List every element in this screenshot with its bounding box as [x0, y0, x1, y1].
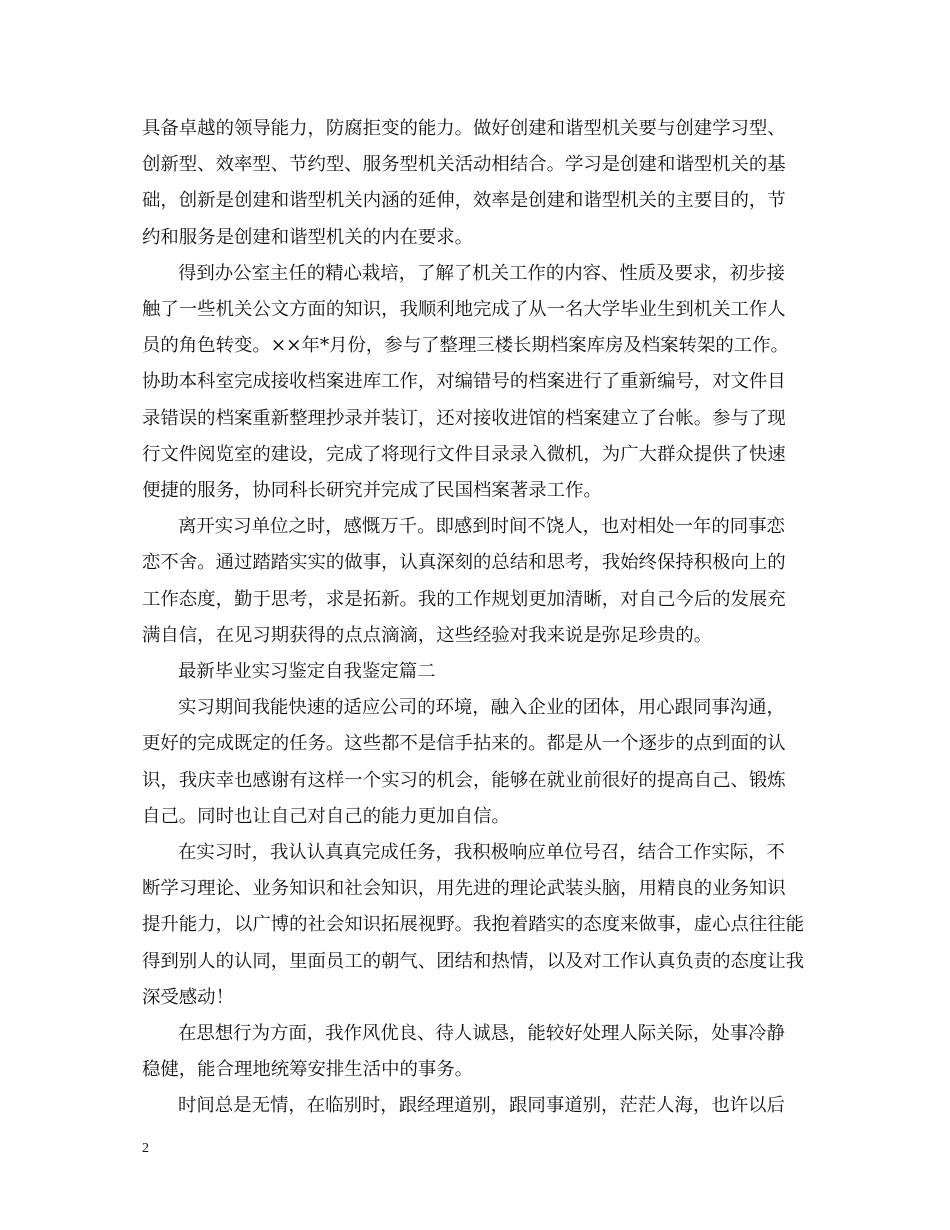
text-line: 断学习理论、业务知识和社会知识，用先进的理论武装头脑，用精良的业务知识 [142, 878, 786, 900]
text-line: 员的角色转变。××年*月份，参与了整理三楼长期档案库房及档案转架的工作。 [142, 335, 789, 357]
text-line: 触了一些机关公文方面的知识，我顺利地完成了从一名大学毕业生到机关工作人 [142, 299, 786, 320]
page-number: 2 [142, 1141, 149, 1156]
paragraph-first-line: 在实习时，我认认真真完成任务，我积极响应单位号召，结合工作实际，不 [178, 842, 785, 863]
text-line: 得到别人的认同，里面员工的朝气、团结和热情，以及对工作认真负责的态度让我 [142, 950, 805, 972]
text-line: 自己。同时也让自己对自己的能力更加自信。 [142, 805, 510, 827]
text-line: 创新型、效率型、节约型、服务型机关活动相结合。学习是创建和谐型机关的基 [142, 154, 786, 176]
text-line: 深受感动！ [142, 986, 234, 1008]
text-line: 提升能力，以广博的社会知识拓展视野。我抱着踏实的态度来做事，虚心点往往能 [142, 914, 805, 936]
text-line: 础，创新是创建和谐型机关内涵的延伸，效率是创建和谐型机关的主要目的，节 [142, 190, 786, 212]
paragraph-first-line: 在思想行为方面，我作风优良、待人诚恳，能较好处理人际关际，处事冷静 [178, 1023, 785, 1044]
paragraph-first-line: 时间总是无情，在临别时，跟经理道别，跟同事道别，茫茫人海，也许以后 [178, 1095, 785, 1117]
text-line: 录错误的档案重新整理抄录并装订，还对接收进馆的档案建立了台帐。参与了现 [142, 407, 786, 429]
paragraph-first-line: 实习期间我能快速的适应公司的环境，融入企业的团体，用心跟同事沟通， [178, 697, 785, 719]
text-line: 便捷的服务，协同科长研究并完成了民国档案著录工作。 [142, 480, 602, 501]
text-line: 恋不舍。通过踏踏实实的做事，认真深刻的总结和思考，我始终保持积极向上的 [142, 552, 786, 574]
text-line: 识，我庆幸也感谢有这样一个实习的机会，能够在就业前很好的提高自己、锻炼 [142, 769, 786, 791]
text-line: 更好的完成既定的任务。这些都不是信手拈来的。都是从一个逐步的点到面的认 [142, 733, 786, 755]
text-line: 满自信，在见习期获得的点点滴滴，这些经验对我来说是弥足珍贵的。 [142, 624, 713, 646]
text-line: 约和服务是创建和谐型机关的内在要求。 [142, 226, 474, 248]
text-line: 稳健，能合理地统筹安排生活中的事务。 [142, 1059, 474, 1081]
paragraph-first-line: 最新毕业实习鉴定自我鉴定篇二 [178, 661, 436, 682]
paragraph-first-line: 得到办公室主任的精心栽培，了解了机关工作的内容、性质及要求，初步接 [178, 262, 785, 284]
text-line: 具备卓越的领导能力，防腐拒变的能力。做好创建和谐型机关要与创建学习型、 [142, 118, 786, 139]
text-line: 行文件阅览室的建设，完成了将现行文件目录录入微机，为广大群众提供了快速 [142, 443, 786, 465]
text-line: 协助本科室完成接收档案进库工作，对编错号的档案进行了重新编号，对文件目 [142, 371, 786, 393]
paragraph-first-line: 离开实习单位之时，感慨万千。即感到时间不饶人，也对相处一年的同事恋 [178, 516, 785, 538]
text-line: 工作态度，勤于思考，求是拓新。我的工作规划更加清晰，对自己今后的发展充 [142, 588, 786, 610]
